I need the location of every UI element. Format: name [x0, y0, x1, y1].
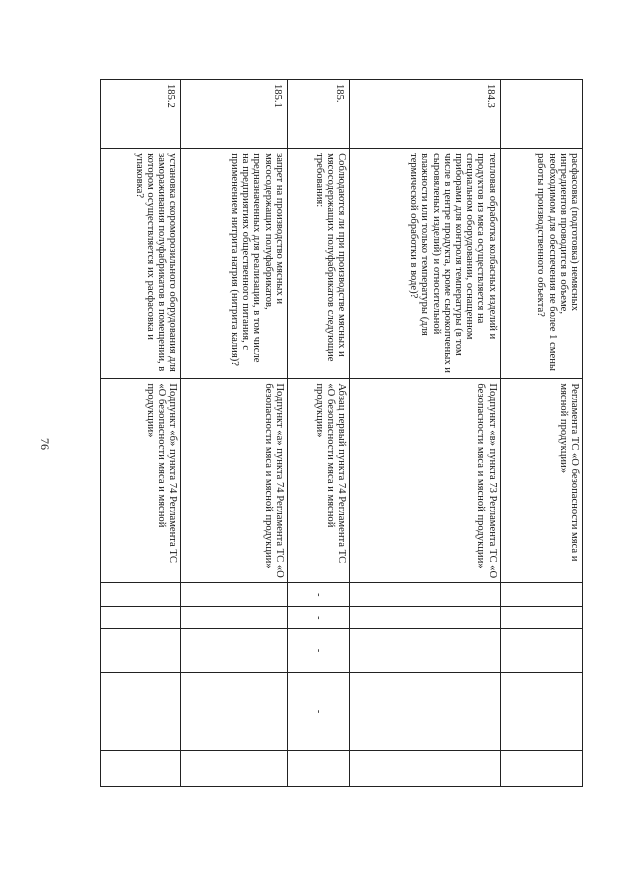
comment-cell [350, 751, 501, 787]
answer-cell [101, 583, 181, 607]
answer-cell [350, 672, 501, 750]
requirement-question: запрет на производство мясных и мясосодержащих полуфабрикатов, предназначенных для реализации, в том числе на предприятиях общественного питания, с применением нитрита натрия (нитрита калия)? [181, 149, 287, 379]
answer-cell: - [287, 607, 349, 629]
answer-cell [101, 672, 181, 750]
answer-cell [181, 607, 287, 629]
checklist-table [100, 79, 583, 787]
answer-cell [500, 607, 582, 629]
comment-cell [500, 751, 582, 787]
answer-cell [350, 607, 501, 629]
requirement-question: Соблюдаются ли при производстве мясных и мясосодержащих полуфабрикатов следующие требования: [287, 149, 349, 379]
answer-cell [350, 629, 501, 673]
row-number [500, 80, 582, 149]
comment-cell [181, 751, 287, 787]
answer-cell: - [287, 672, 349, 750]
table-row [181, 80, 287, 787]
row-number: 185.2 [101, 80, 181, 149]
answer-cell [101, 607, 181, 629]
requirement-question: установка скороморозильного оборудования для замораживания полуфабрикатов в помещении, в котором осуществляется их расфасовка и упаковка? [101, 149, 181, 379]
answer-cell [181, 629, 287, 673]
answer-cell [500, 583, 582, 607]
answer-cell [181, 672, 287, 750]
answer-cell: - [287, 629, 349, 673]
table-row [287, 80, 349, 787]
regulation-reference: Подпункт «б» пункта 74 Регламента ТС «О безопасности мяса и мясной продукции» [101, 379, 181, 583]
comment-cell [101, 751, 181, 787]
table-row [101, 80, 181, 787]
requirement-question: тепловая обработка колбасных изделий и продуктов из мяса осуществляется на специальном оборудовании, оснащенном приборами для контроля температуры (в том числе в центре продукта, кроме сырокопченых и сыровяленых изделий) и относительной влажности или только температуры (для термической обработки в воде)? [350, 149, 501, 379]
regulation-reference: Регламента ТС «О безопасности мяса и мясной продукции» [500, 379, 582, 583]
comment-cell [287, 751, 349, 787]
answer-cell [500, 629, 582, 673]
regulation-reference: Абзац первый пункта 74 Регламента ТС «О безопасности мяса и мясной продукции» [287, 379, 349, 583]
row-number: 185. [287, 80, 349, 149]
row-number: 184.3 [350, 80, 501, 149]
checklist-table-rotated [100, 79, 583, 787]
answer-cell [181, 583, 287, 607]
answer-cell [350, 583, 501, 607]
answer-cell [500, 672, 582, 750]
requirement-question: расфасовка (подготовка) немясных ингредиентов проводится в объеме, необходимом для обеспечения не более 1 смены работы производственного объекта? [500, 149, 582, 379]
table-row [350, 80, 501, 787]
table-row [500, 80, 582, 787]
answer-cell: - [287, 583, 349, 607]
answer-cell [101, 629, 181, 673]
regulation-reference: Подпункт «а» пункта 74 Регламента ТС «О безопасности мяса и мясной продукции» [181, 379, 287, 583]
regulation-reference: Подпункт «в» пункта 73 Регламента ТС «О безопасности мяса и мясной продукции» [350, 379, 501, 583]
row-number: 185.1 [181, 80, 287, 149]
page-number: 76 [38, 438, 52, 450]
